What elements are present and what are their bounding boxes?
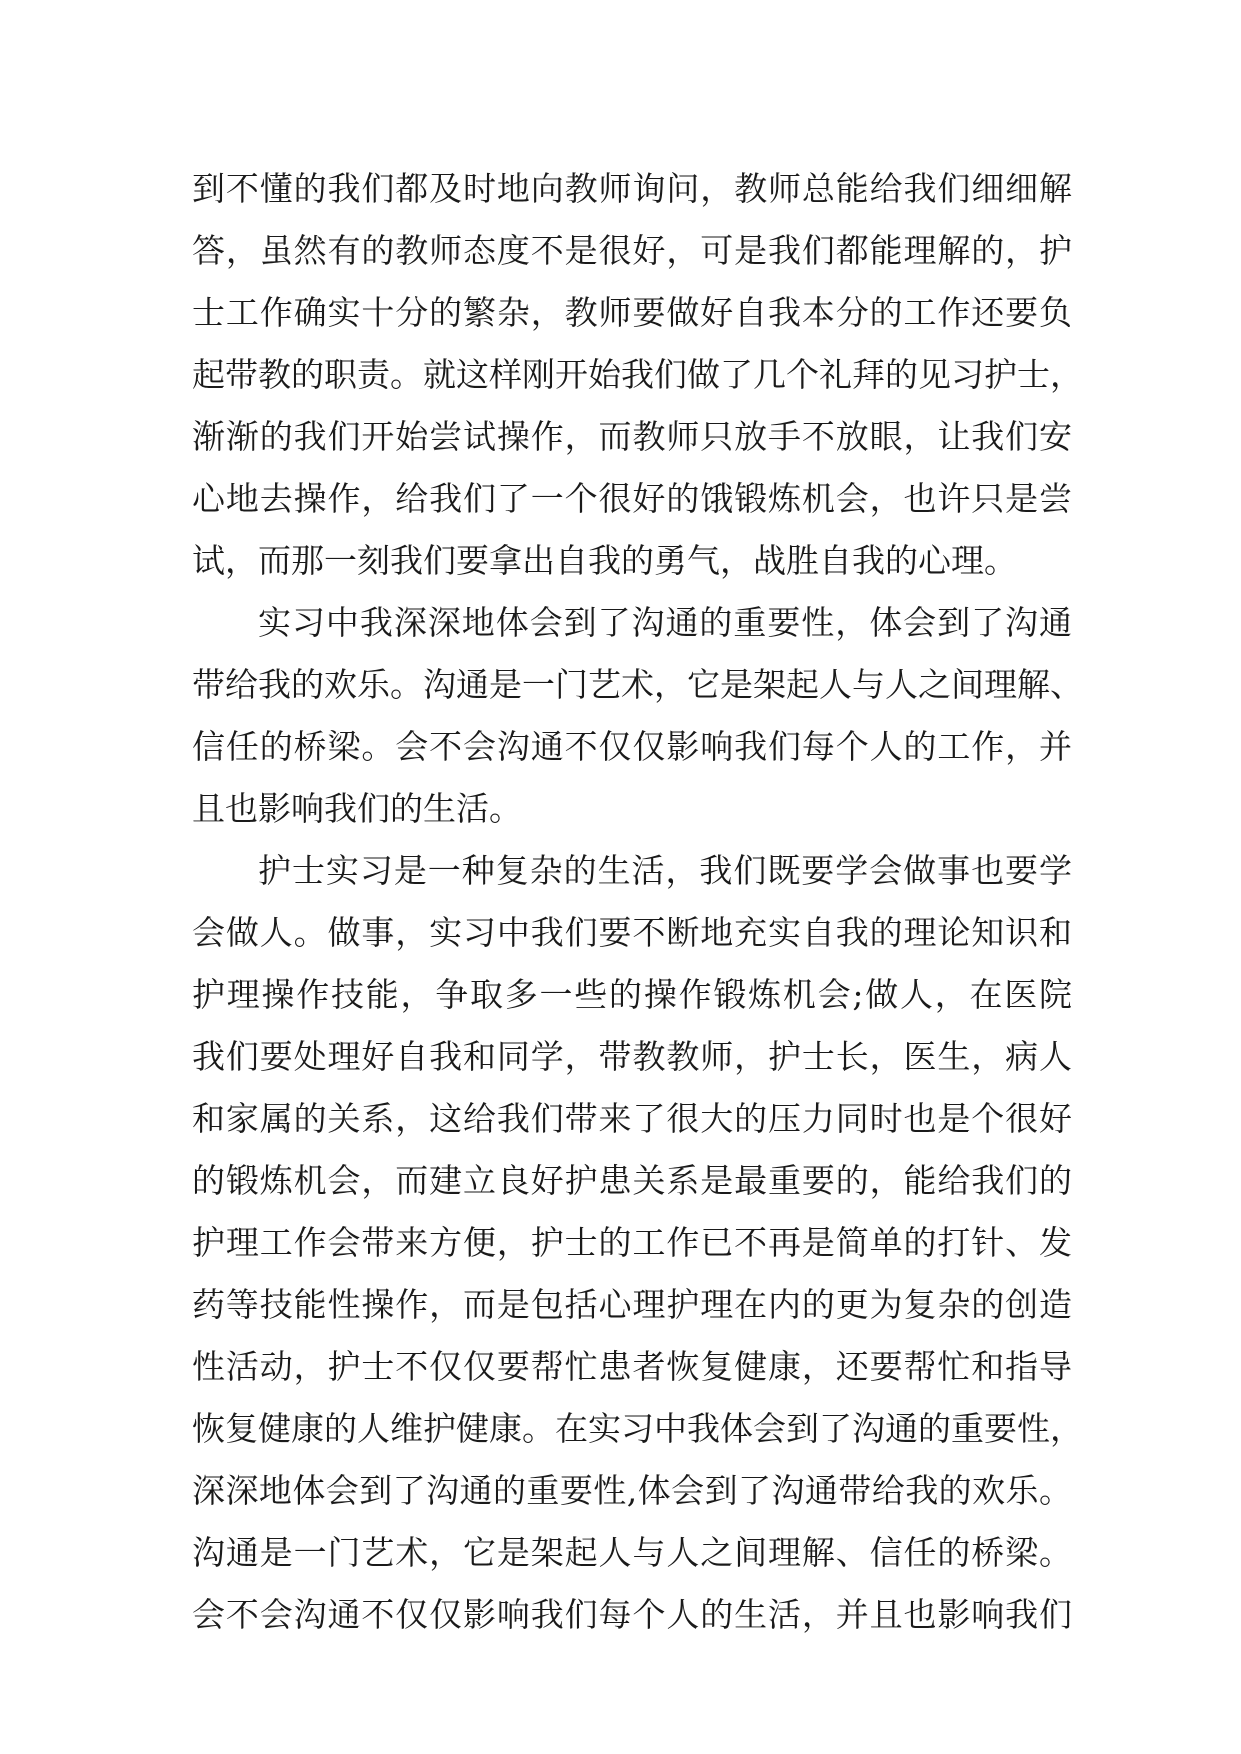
text-line: 沟通是一门艺术，它是架起人与人之间理解、信任的桥梁。 [192,1533,1072,1572]
paragraph [192,840,1083,1646]
text-line: 试，而那一刻我们要拿出自我的勇气，战胜自我的心理。 [192,541,1017,580]
text-line: 渐渐的我们开始尝试操作，而教师只放手不放眼，让我们安 [192,417,1072,456]
text-line: 的锻炼机会，而建立良好护患关系是最重要的，能给我们的 [192,1161,1072,1200]
text-line: 会做人。做事，实习中我们要不断地充实自我的理论知识和 [192,913,1072,952]
paragraph [192,592,1083,840]
body-text [192,158,1083,1646]
text-line: 性活动，护士不仅仅要帮忙患者恢复健康，还要帮忙和指导 [192,1347,1072,1386]
text-line: 我们要处理好自我和同学，带教教师，护士长，医生，病人 [192,1037,1072,1076]
text-line: 且也影响我们的生活。 [192,789,522,828]
text-line: 药等技能性操作，而是包括心理护理在内的更为复杂的创造 [192,1285,1072,1324]
text-line: 信任的桥梁。会不会沟通不仅仅影响我们每个人的工作，并 [192,727,1072,766]
text-line: 恢复健康的人维护健康。在实习中我体会到了沟通的重要性， [192,1409,1083,1448]
text-line: 深深地体会到了沟通的重要性,体会到了沟通带给我的欢乐。 [192,1471,1072,1510]
text-line: 护理操作技能，争取多一些的操作锻炼机会;做人，在医院 [192,975,1072,1014]
paragraph [192,158,1083,592]
text-line: 护理工作会带来方便，护士的工作已不再是简单的打针、发 [192,1223,1072,1262]
text-line: 实习中我深深地体会到了沟通的重要性，体会到了沟通 [258,603,1072,642]
text-line: 心地去操作，给我们了一个很好的饿锻炼机会，也许只是尝 [192,479,1072,518]
text-line: 起带教的职责。就这样刚开始我们做了几个礼拜的见习护士， [192,355,1083,394]
text-line: 会不会沟通不仅仅影响我们每个人的生活，并且也影响我们 [192,1595,1072,1634]
text-line: 答，虽然有的教师态度不是很好，可是我们都能理解的，护 [192,231,1072,270]
text-line: 带给我的欢乐。沟通是一门艺术，它是架起人与人之间理解、 [192,665,1083,704]
text-line: 士工作确实十分的繁杂，教师要做好自我本分的工作还要负 [192,293,1072,332]
text-line: 护士实习是一种复杂的生活，我们既要学会做事也要学 [258,851,1072,890]
text-line: 到不懂的我们都及时地向教师询问，教师总能给我们细细解 [192,169,1072,208]
text-line: 和家属的关系，这给我们带来了很大的压力同时也是个很好 [192,1099,1072,1138]
